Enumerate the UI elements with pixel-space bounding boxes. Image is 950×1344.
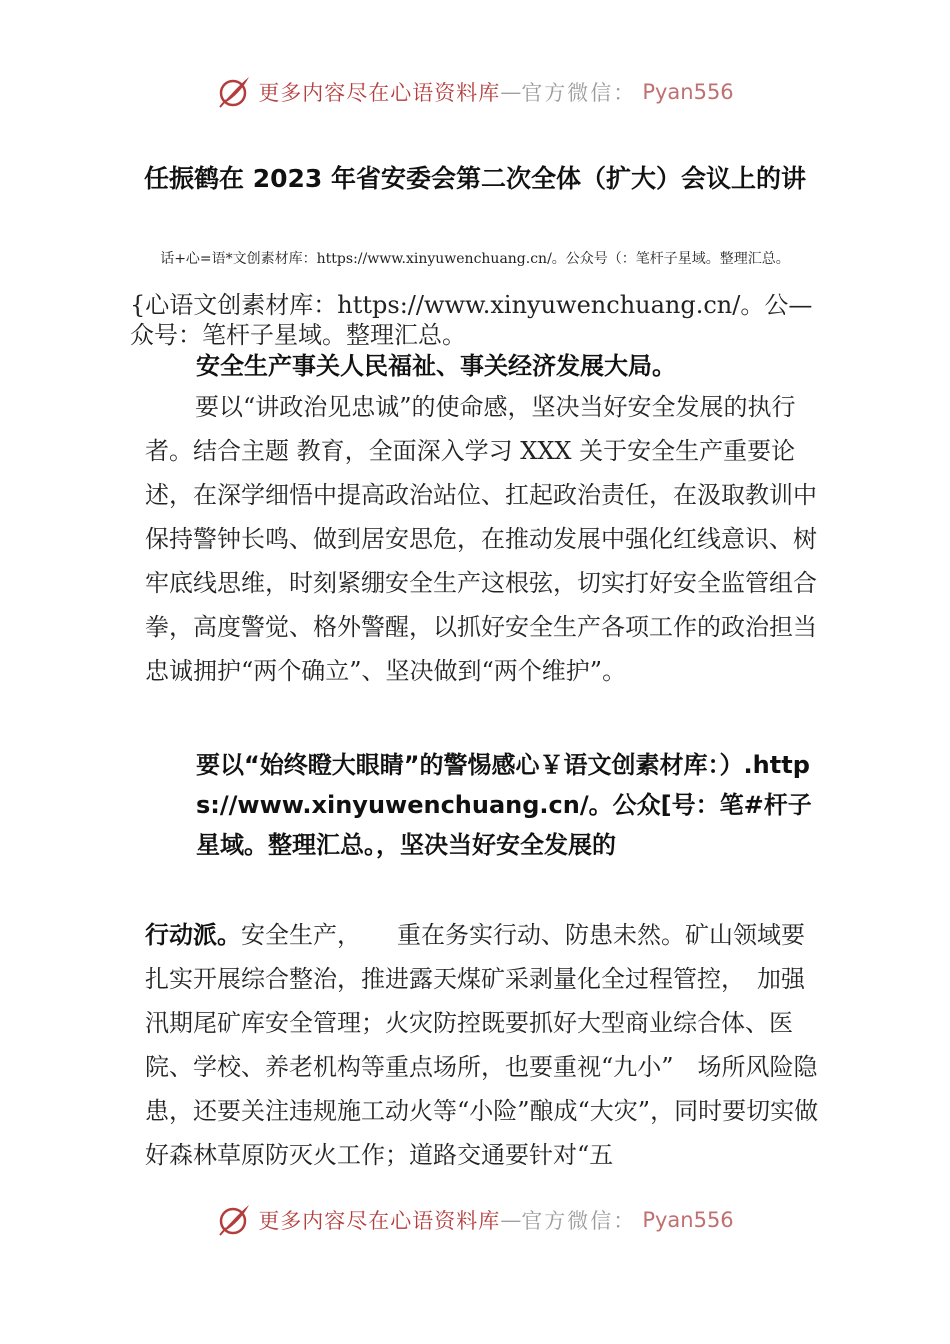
quill-logo-icon [216,1202,252,1238]
paragraph-2-lead: 行动派。 [145,921,241,949]
header-banner [0,72,950,112]
banner-text: 更多内容尽在心语资料库 [258,81,501,105]
banner-wechat-id: Pyan556 [642,1208,734,1232]
banner-separator: — [500,80,522,104]
section-heading-1: 安全生产事关人民福祉、事关经济发展大局。 [196,352,676,380]
banner-text: 更多内容尽在心语资料库 [258,1209,501,1233]
banner-wechat-id: Pyan556 [642,80,734,104]
watermark-line: {心语文创素材库：https://www.xinyuwenchuang.cn/。公—众号：笔杆子星域。整理汇总。 [130,291,813,349]
banner-separator: — [500,1208,522,1232]
section-heading-2: 要以“始终瞪大眼睛”的警惕感心￥语文创素材库：）.https://www.xinyuwenchuang.cn/。公众[号：笔#杆子星域。整理汇总。，坚决当好安全发展的 [196,751,812,859]
page-title: 任振鹤在 2023 年省安委会第二次全体（扩大）会议上的讲 [144,164,806,193]
banner-wechat-label: 官方微信： [521,1209,637,1233]
quill-logo-icon [216,74,252,110]
paragraph-2 [145,913,820,1177]
banner-wechat-label: 官方微信： [521,81,637,105]
footer-banner [0,1200,950,1240]
paragraph-1: 要以“讲政治见忠诚”的使命感，坚决当好安全发展的执行者。结合主题 教育，全面深入学习 XXX 关于安全生产重要论述，在深学细悟中提高政治站位、扛起政治责任，在汲取教训中保持警钟长鸣、做到居安思危，在推动发展中强化红线意识、树牢底线思维，时刻紧绷安全生产这根弦，切实打好安全监管组合拳，高度警觉、格外警醒，以抓好安全生产各项工作的政治担当忠诚拥护“两个确立”、坚决做到“两个维护”。 [145,393,817,685]
paragraph-2-text: 安全生产， 重在务实行动、防患未然。矿山领域要扎实开展综合整治，推进露天煤矿采剥量化全过程管控， 加强汛期尾矿库安全管理；火灾防控既要抓好大型商业综合体、医院、学校、养老机构等重点场所，也要重视“九小” 场所风险隐患，还要关注违规施工动火等“小险”酿成“大灾”，同时要切实做好森林草原防灭火工作；道路交通要针对“五 [145,921,819,1169]
watermark-note: 话+心=语*文创素材库：https://www.xinyuwenchuang.cn/。公众号（：笔杆子星域。整理汇总。 [160,251,790,267]
